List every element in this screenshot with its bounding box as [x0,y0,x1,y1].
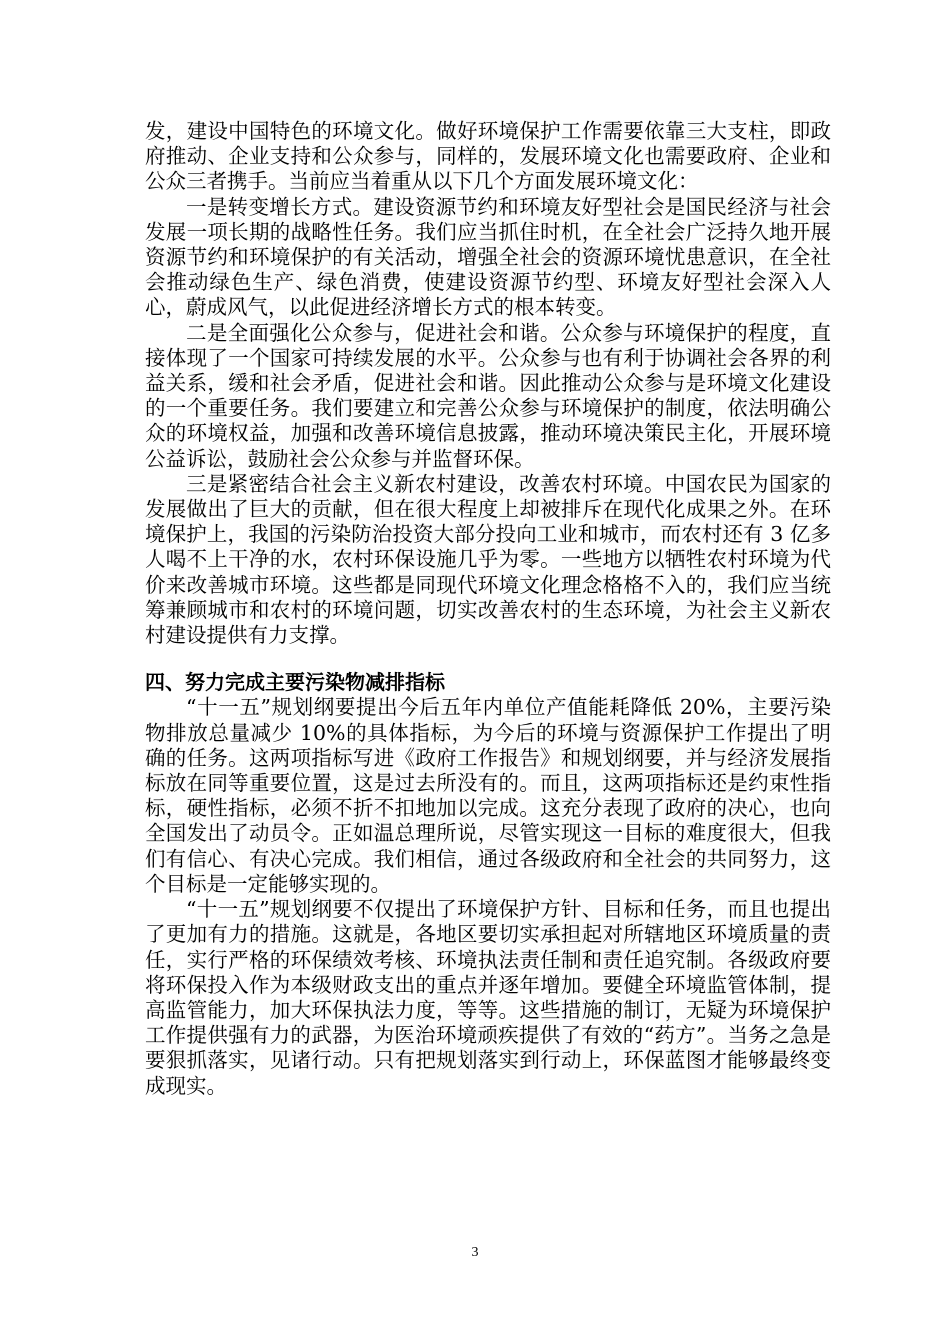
page-number: 3 [471,1245,479,1260]
paragraph-growth-mode: 一是转变增长方式。建设资源节约和环境友好型社会是国民经济与社会发展一项长期的战略性任务。我们应当抓住时机，在全社会广泛持久地开展资源节约和环境保护的有关活动，增强全社会的资源环境忧患意识，在全社会推动绿色生产、绿色消费，使建设资源节约型、环境友好型社会深入人心，蔚成风气，以此促进经济增长方式的根本转变。 [145,194,831,320]
section-heading: 四、努力完成主要污染物减排指标 [145,670,445,695]
paragraph-emission-targets: “十一五”规划纲要提出今后五年内单位产值能耗降低 20%，主要污染物排放总量减少 10%的具体指标，为今后的环境与资源保护工作提出了明确的任务。这两项指标写进《政府工作报告》和规划纲要，并与经济发展指标放在同等重要位置，这是过去所没有的。而且，这两项指标还是约束性指标，硬性指标，必须不折不扣地加以完成。这充分表现了政府的决心，也向全国发出了动员令。正如温总理所说，尽管实现这一目标的难度很大，但我们有信心、有决心完成。我们相信，通过各级政府和全社会的共同努力，这个目标是一定能够实现的。 [145,695,831,896]
paragraph-continuation: 发，建设中国特色的环境文化。做好环境保护工作需要依靠三大支柱，即政府推动、企业支持和公众参与，同样的，发展环境文化也需要政府、企业和公众三者携手。当前应当着重从以下几个方面发展环境文化： [145,119,831,194]
document-page [145,119,831,1099]
paragraph-public-participation: 二是全面强化公众参与，促进社会和谐。公众参与环境保护的程度，直接体现了一个国家可持续发展的水平。公众参与也有利于协调社会各界的利益关系，缓和社会矛盾，促进社会和谐。因此推动公众参与是环境文化建设的一个重要任务。我们要建立和完善公众参与环境保护的制度，依法明确公众的环境权益，加强和改善环境信息披露，推动环境决策民主化，开展环境公益诉讼，鼓励社会公众参与并监督环保。 [145,320,831,471]
paragraph-rural-environment: 三是紧密结合社会主义新农村建设，改善农村环境。中国农民为国家的发展做出了巨大的贡献，但在很大程度上却被排斥在现代化成果之外。在环境保护上，我国的污染防治投资大部分投向工业和城市，而农村还有 3 亿多人喝不上干净的水，农村环保设施几乎为零。一些地方以牺牲农村环境为代价来改善城市环境。这些都是同现代环境文化理念格格不入的，我们应当统筹兼顾城市和农村的环境问题，切实改善农村的生态环境，为社会主义新农村建设提供有力支撑。 [145,471,831,648]
paragraph-measures: “十一五”规划纲要不仅提出了环境保护方针、目标和任务，而且也提出了更加有力的措施。这就是，各地区要切实承担起对所辖地区环境质量的责任，实行严格的环保绩效考核、环境执法责任制和责任追究制。各级政府要将环保投入作为本级财政支出的重点并逐年增加。要健全环境监管体制，提高监管能力，加大环保执法力度，等等。这些措施的制订，无疑为环境保护工作提供强有力的武器，为医治环境顽疾提供了有效的“药方”。当务之急是要狠抓落实，见诸行动。只有把规划落实到行动上，环保蓝图才能够最终变成现实。 [145,897,831,1098]
